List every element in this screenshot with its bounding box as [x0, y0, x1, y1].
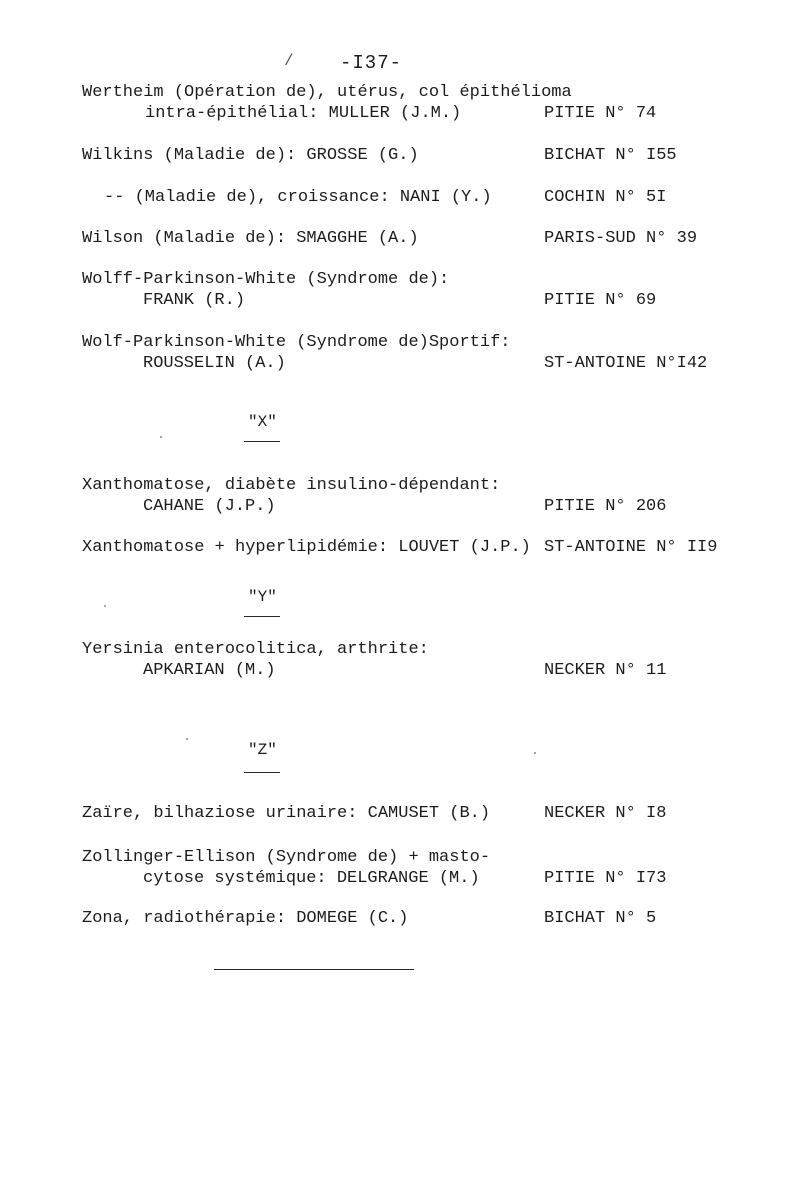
- section-underline-x: [244, 441, 280, 442]
- margin-tick-mark: /: [284, 52, 294, 70]
- scan-speck: [186, 738, 188, 740]
- entry-reference: PARIS-SUD N° 39: [544, 229, 698, 248]
- entry-reference: PITIE N° 74: [544, 104, 657, 123]
- section-letter-x: "X": [248, 413, 277, 431]
- entry-author: intra-épithélial: MULLER (J.M.): [145, 104, 462, 123]
- entry-reference: ST-ANTOINE N°I42: [544, 354, 708, 373]
- entry-heading: -- (Maladie de), croissance: NANI (Y.): [104, 188, 492, 207]
- entry-reference: ST-ANTOINE N° II9: [544, 538, 718, 557]
- entry-heading: Wolff-Parkinson-White (Syndrome de):: [82, 270, 450, 289]
- section-letter-y: "Y": [248, 588, 277, 606]
- entry-reference: PITIE N° I73: [544, 869, 667, 888]
- entry-author: FRANK (R.): [143, 291, 246, 310]
- entry-reference: COCHIN N° 5I: [544, 188, 667, 207]
- entry-heading: Zaïre, bilhaziose urinaire: CAMUSET (B.): [82, 804, 491, 823]
- entry-heading: Xanthomatose + hyperlipidémie: LOUVET (J.P.): [82, 538, 531, 557]
- entry-heading: Zona, radiothérapie: DOMEGE (C.): [82, 909, 409, 928]
- entry-reference: PITIE N° 206: [544, 497, 667, 516]
- entry-reference: BICHAT N° 5: [544, 909, 657, 928]
- entry-heading: Wolf-Parkinson-White (Syndrome de)Sportif:: [82, 333, 511, 352]
- entry-author: APKARIAN (M.): [143, 661, 276, 680]
- entry-author: cytose systémique: DELGRANGE (M.): [143, 869, 480, 888]
- section-letter-z: "Z": [248, 741, 277, 759]
- entry-reference: NECKER N° I8: [544, 804, 667, 823]
- entry-heading: Wilkins (Maladie de): GROSSE (G.): [82, 146, 419, 165]
- scan-speck: [534, 752, 536, 754]
- section-underline-y: [244, 616, 280, 617]
- entry-reference: PITIE N° 69: [544, 291, 657, 310]
- entry-heading: Wertheim (Opération de), utérus, col épithélioma: [82, 83, 572, 102]
- entry-heading: Yersinia enterocolitica, arthrite:: [82, 640, 429, 659]
- entry-heading: Xanthomatose, diabète insulino-dépendant:: [82, 476, 501, 495]
- entry-author: ROUSSELIN (A.): [143, 354, 286, 373]
- closing-rule: [214, 969, 414, 970]
- entry-author: CAHANE (J.P.): [143, 497, 276, 516]
- entry-heading: Zollinger-Ellison (Syndrome de) + masto-: [82, 848, 491, 867]
- scan-speck: [104, 605, 106, 607]
- section-underline-z: [244, 772, 280, 773]
- entry-reference: NECKER N° 11: [544, 661, 667, 680]
- entry-heading: Wilson (Maladie de): SMAGGHE (A.): [82, 229, 419, 248]
- scan-speck: [160, 436, 162, 438]
- page-number: -I37-: [340, 52, 403, 74]
- entry-reference: BICHAT N° I55: [544, 146, 677, 165]
